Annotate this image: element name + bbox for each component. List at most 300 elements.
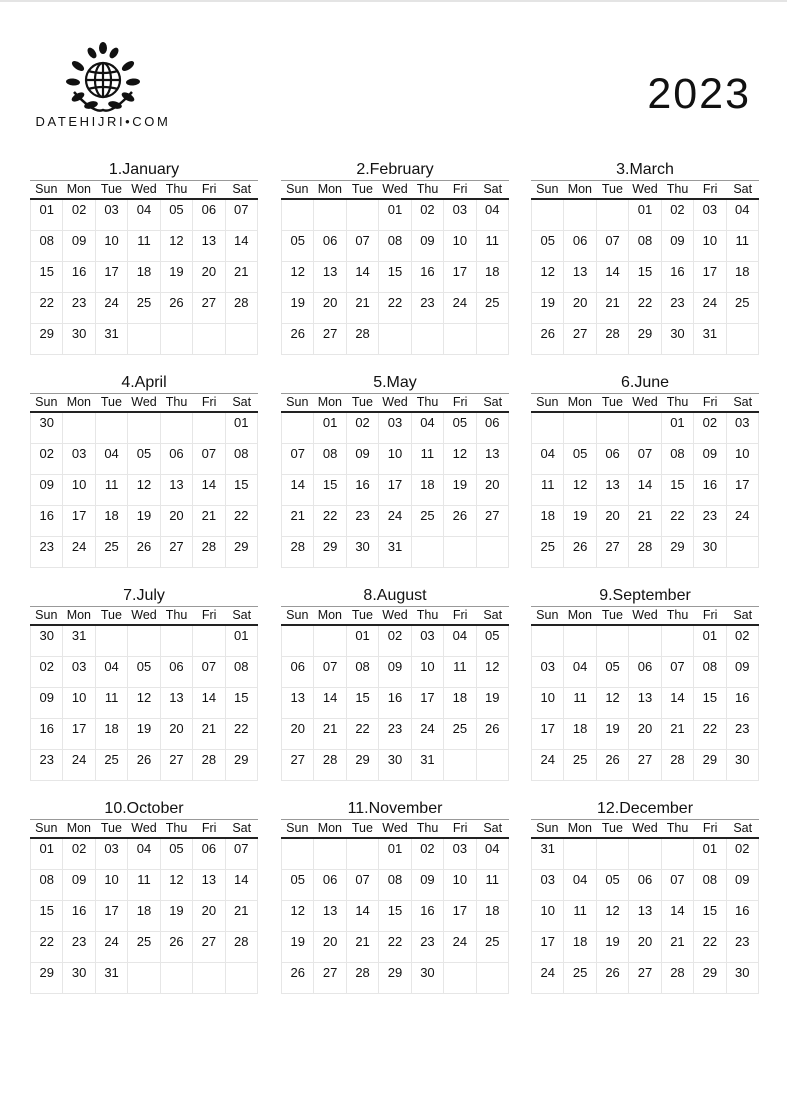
day-cell: 03 bbox=[444, 200, 476, 231]
day-cell: 14 bbox=[193, 688, 225, 719]
day-cell: 12 bbox=[444, 444, 476, 475]
day-cell: 25 bbox=[564, 963, 596, 994]
day-cell: 01 bbox=[347, 626, 379, 657]
day-cell: 02 bbox=[347, 413, 379, 444]
day-cell: 23 bbox=[31, 537, 63, 568]
day-cell: 03 bbox=[63, 657, 95, 688]
day-cell: 27 bbox=[193, 293, 225, 324]
day-cell: 11 bbox=[564, 901, 596, 932]
day-cell: 05 bbox=[564, 444, 596, 475]
day-cell: 21 bbox=[662, 719, 694, 750]
day-cell bbox=[226, 324, 258, 355]
day-cell: 05 bbox=[161, 839, 193, 870]
day-cell: 23 bbox=[662, 293, 694, 324]
day-cell: 25 bbox=[727, 293, 759, 324]
day-cell: 25 bbox=[477, 932, 509, 963]
day-cell: 21 bbox=[662, 932, 694, 963]
weekday-label: Thu bbox=[666, 395, 689, 409]
day-cell: 10 bbox=[444, 870, 476, 901]
day-grid bbox=[531, 200, 759, 355]
day-cell: 31 bbox=[412, 750, 444, 781]
day-cell: 05 bbox=[161, 200, 193, 231]
day-cell: 14 bbox=[629, 475, 661, 506]
weekday-label: Sat bbox=[733, 182, 753, 196]
day-cell bbox=[444, 324, 476, 355]
day-cell: 02 bbox=[31, 657, 63, 688]
day-cell: 22 bbox=[629, 293, 661, 324]
weekday-label: Fri bbox=[452, 608, 468, 622]
day-cell: 14 bbox=[282, 475, 314, 506]
day-cell: 03 bbox=[412, 626, 444, 657]
day-cell: 20 bbox=[282, 719, 314, 750]
day-cell: 26 bbox=[128, 537, 160, 568]
weekday-label: Sat bbox=[483, 182, 503, 196]
weekday-label: Mon bbox=[317, 182, 343, 196]
day-grid bbox=[30, 413, 258, 568]
day-cell: 24 bbox=[379, 506, 411, 537]
day-cell: 22 bbox=[226, 506, 258, 537]
month-title: 1.January bbox=[108, 161, 180, 178]
day-cell: 12 bbox=[477, 657, 509, 688]
day-cell: 27 bbox=[629, 963, 661, 994]
day-cell: 30 bbox=[63, 324, 95, 355]
day-cell: 23 bbox=[727, 719, 759, 750]
day-cell: 30 bbox=[727, 963, 759, 994]
weekday-header bbox=[30, 606, 258, 626]
day-cell: 30 bbox=[63, 963, 95, 994]
day-cell: 03 bbox=[96, 839, 128, 870]
day-cell: 30 bbox=[662, 324, 694, 355]
day-cell: 05 bbox=[282, 231, 314, 262]
day-cell: 13 bbox=[314, 262, 346, 293]
day-cell: 13 bbox=[564, 262, 596, 293]
day-cell: 08 bbox=[694, 657, 726, 688]
day-cell: 13 bbox=[161, 475, 193, 506]
day-cell: 23 bbox=[31, 750, 63, 781]
day-cell: 02 bbox=[63, 839, 95, 870]
day-cell: 09 bbox=[412, 231, 444, 262]
weekday-label: Fri bbox=[201, 821, 217, 835]
weekday-label: Sun bbox=[286, 182, 309, 196]
weekday-header bbox=[531, 393, 759, 413]
weekday-label: Wed bbox=[382, 821, 408, 835]
day-cell: 22 bbox=[226, 719, 258, 750]
day-cell: 03 bbox=[532, 870, 564, 901]
day-cell: 11 bbox=[477, 870, 509, 901]
day-cell: 04 bbox=[128, 839, 160, 870]
day-cell: 01 bbox=[31, 200, 63, 231]
day-cell: 24 bbox=[96, 293, 128, 324]
weekday-label: Tue bbox=[351, 821, 373, 835]
month-calendar bbox=[30, 586, 258, 781]
day-cell: 07 bbox=[347, 870, 379, 901]
day-cell: 30 bbox=[379, 750, 411, 781]
day-cell: 04 bbox=[477, 839, 509, 870]
day-cell: 19 bbox=[128, 506, 160, 537]
day-cell: 15 bbox=[629, 262, 661, 293]
day-cell: 08 bbox=[31, 870, 63, 901]
day-cell: 03 bbox=[532, 657, 564, 688]
day-cell: 10 bbox=[379, 444, 411, 475]
day-cell: 02 bbox=[662, 200, 694, 231]
day-cell: 22 bbox=[31, 293, 63, 324]
day-cell: 04 bbox=[532, 444, 564, 475]
weekday-label: Tue bbox=[601, 608, 623, 622]
day-cell bbox=[727, 537, 759, 568]
day-cell bbox=[161, 626, 193, 657]
weekday-label: Thu bbox=[165, 821, 188, 835]
day-cell: 14 bbox=[662, 901, 694, 932]
day-cell: 27 bbox=[629, 750, 661, 781]
day-cell bbox=[629, 626, 661, 657]
day-cell: 12 bbox=[282, 262, 314, 293]
day-cell: 20 bbox=[597, 506, 629, 537]
day-cell: 01 bbox=[694, 839, 726, 870]
weekday-header bbox=[281, 606, 509, 626]
day-cell: 09 bbox=[347, 444, 379, 475]
day-cell: 15 bbox=[226, 475, 258, 506]
day-cell: 04 bbox=[412, 413, 444, 444]
day-cell: 16 bbox=[727, 901, 759, 932]
day-cell: 23 bbox=[412, 932, 444, 963]
month-title: 11.November bbox=[347, 800, 443, 817]
day-cell: 06 bbox=[564, 231, 596, 262]
weekday-label: Fri bbox=[201, 608, 217, 622]
day-cell bbox=[564, 839, 596, 870]
day-cell: 23 bbox=[379, 719, 411, 750]
day-cell: 18 bbox=[564, 719, 596, 750]
day-cell: 28 bbox=[314, 750, 346, 781]
day-cell: 08 bbox=[379, 231, 411, 262]
day-cell: 17 bbox=[412, 688, 444, 719]
day-cell: 31 bbox=[532, 839, 564, 870]
day-cell bbox=[444, 537, 476, 568]
weekday-label: Mon bbox=[317, 608, 343, 622]
day-cell: 09 bbox=[662, 231, 694, 262]
month-title: 5.May bbox=[373, 374, 417, 391]
day-cell: 28 bbox=[597, 324, 629, 355]
day-cell: 07 bbox=[226, 839, 258, 870]
day-cell: 20 bbox=[629, 719, 661, 750]
day-cell: 08 bbox=[347, 657, 379, 688]
day-cell: 02 bbox=[727, 626, 759, 657]
day-cell: 19 bbox=[282, 932, 314, 963]
day-cell: 07 bbox=[347, 231, 379, 262]
day-cell: 18 bbox=[532, 506, 564, 537]
day-cell: 20 bbox=[314, 932, 346, 963]
day-cell: 23 bbox=[63, 932, 95, 963]
day-cell bbox=[564, 200, 596, 231]
day-cell: 19 bbox=[444, 475, 476, 506]
day-cell: 24 bbox=[63, 750, 95, 781]
day-cell: 07 bbox=[226, 200, 258, 231]
day-cell bbox=[597, 200, 629, 231]
day-cell: 23 bbox=[63, 293, 95, 324]
day-cell: 27 bbox=[314, 324, 346, 355]
weekday-label: Mon bbox=[567, 182, 593, 196]
day-cell: 30 bbox=[694, 537, 726, 568]
day-cell: 14 bbox=[347, 262, 379, 293]
weekday-label: Sun bbox=[35, 182, 58, 196]
day-cell: 24 bbox=[694, 293, 726, 324]
weekday-label: Wed bbox=[131, 608, 157, 622]
day-cell: 20 bbox=[161, 719, 193, 750]
day-cell: 28 bbox=[662, 750, 694, 781]
day-cell: 03 bbox=[444, 839, 476, 870]
day-cell bbox=[63, 413, 95, 444]
month-title: 9.September bbox=[599, 587, 691, 604]
day-cell: 18 bbox=[477, 262, 509, 293]
day-cell: 04 bbox=[564, 657, 596, 688]
day-cell: 14 bbox=[226, 870, 258, 901]
day-cell: 20 bbox=[477, 475, 509, 506]
day-cell: 09 bbox=[694, 444, 726, 475]
day-cell: 16 bbox=[347, 475, 379, 506]
month-calendar bbox=[531, 160, 759, 355]
day-cell: 05 bbox=[128, 444, 160, 475]
month-title: 8.August bbox=[363, 587, 427, 604]
day-cell: 21 bbox=[347, 293, 379, 324]
day-cell: 06 bbox=[193, 839, 225, 870]
day-cell: 30 bbox=[727, 750, 759, 781]
day-cell: 28 bbox=[629, 537, 661, 568]
day-cell: 17 bbox=[727, 475, 759, 506]
day-cell: 21 bbox=[226, 901, 258, 932]
day-grid bbox=[281, 626, 509, 781]
weekday-label: Sat bbox=[733, 608, 753, 622]
day-cell: 17 bbox=[694, 262, 726, 293]
day-cell: 14 bbox=[347, 901, 379, 932]
day-cell: 27 bbox=[282, 750, 314, 781]
day-cell: 22 bbox=[347, 719, 379, 750]
weekday-label: Thu bbox=[416, 821, 439, 835]
day-cell: 26 bbox=[128, 750, 160, 781]
day-cell: 26 bbox=[564, 537, 596, 568]
day-cell: 20 bbox=[629, 932, 661, 963]
weekday-header bbox=[30, 393, 258, 413]
day-cell: 26 bbox=[477, 719, 509, 750]
day-cell: 01 bbox=[694, 626, 726, 657]
day-cell: 22 bbox=[662, 506, 694, 537]
day-cell: 22 bbox=[694, 719, 726, 750]
day-cell: 06 bbox=[282, 657, 314, 688]
day-cell: 05 bbox=[597, 870, 629, 901]
weekday-label: Tue bbox=[601, 821, 623, 835]
day-cell: 10 bbox=[532, 901, 564, 932]
day-cell: 05 bbox=[282, 870, 314, 901]
day-cell: 10 bbox=[96, 870, 128, 901]
weekday-label: Mon bbox=[567, 395, 593, 409]
day-cell: 01 bbox=[662, 413, 694, 444]
day-cell bbox=[282, 413, 314, 444]
weekday-label: Sat bbox=[232, 608, 252, 622]
day-cell bbox=[629, 839, 661, 870]
weekday-label: Fri bbox=[702, 821, 718, 835]
day-cell: 03 bbox=[96, 200, 128, 231]
month-calendar bbox=[30, 799, 258, 994]
day-cell: 03 bbox=[63, 444, 95, 475]
weekday-label: Sat bbox=[232, 182, 252, 196]
day-cell: 19 bbox=[161, 262, 193, 293]
day-cell: 16 bbox=[412, 262, 444, 293]
day-cell: 31 bbox=[694, 324, 726, 355]
globe-wreath-icon bbox=[64, 42, 142, 114]
day-cell: 09 bbox=[63, 870, 95, 901]
day-cell: 15 bbox=[31, 262, 63, 293]
day-cell bbox=[193, 963, 225, 994]
weekday-label: Sat bbox=[483, 395, 503, 409]
day-cell bbox=[412, 537, 444, 568]
day-cell: 05 bbox=[128, 657, 160, 688]
day-cell: 09 bbox=[379, 657, 411, 688]
day-cell: 12 bbox=[597, 688, 629, 719]
day-cell: 11 bbox=[532, 475, 564, 506]
day-cell: 05 bbox=[532, 231, 564, 262]
day-cell: 21 bbox=[226, 262, 258, 293]
weekday-label: Wed bbox=[382, 182, 408, 196]
day-cell: 31 bbox=[379, 537, 411, 568]
weekday-label: Tue bbox=[100, 608, 122, 622]
day-cell: 29 bbox=[347, 750, 379, 781]
month-calendar bbox=[531, 373, 759, 568]
day-cell: 13 bbox=[161, 688, 193, 719]
weekday-label: Sat bbox=[483, 608, 503, 622]
day-cell: 09 bbox=[727, 657, 759, 688]
day-cell: 19 bbox=[564, 506, 596, 537]
day-cell: 13 bbox=[314, 901, 346, 932]
day-cell: 22 bbox=[379, 932, 411, 963]
day-cell: 25 bbox=[564, 750, 596, 781]
day-cell: 07 bbox=[597, 231, 629, 262]
day-cell: 30 bbox=[347, 537, 379, 568]
day-cell: 11 bbox=[128, 231, 160, 262]
day-cell: 26 bbox=[161, 932, 193, 963]
month-calendar bbox=[531, 799, 759, 994]
day-cell: 02 bbox=[727, 839, 759, 870]
day-cell: 13 bbox=[629, 688, 661, 719]
month-calendar bbox=[531, 586, 759, 781]
weekday-label: Thu bbox=[416, 182, 439, 196]
day-cell bbox=[282, 626, 314, 657]
day-cell: 24 bbox=[444, 932, 476, 963]
month-title: 3.March bbox=[616, 161, 674, 178]
day-cell: 21 bbox=[282, 506, 314, 537]
day-cell: 17 bbox=[532, 719, 564, 750]
day-cell bbox=[161, 963, 193, 994]
day-cell: 06 bbox=[597, 444, 629, 475]
day-cell: 09 bbox=[31, 475, 63, 506]
day-cell bbox=[314, 200, 346, 231]
day-cell: 11 bbox=[128, 870, 160, 901]
weekday-label: Fri bbox=[201, 182, 217, 196]
day-cell: 07 bbox=[662, 657, 694, 688]
day-cell: 13 bbox=[193, 231, 225, 262]
day-cell: 24 bbox=[63, 537, 95, 568]
weekday-header bbox=[281, 819, 509, 839]
day-cell bbox=[347, 200, 379, 231]
day-cell: 20 bbox=[161, 506, 193, 537]
day-cell: 03 bbox=[694, 200, 726, 231]
weekday-label: Wed bbox=[131, 821, 157, 835]
day-cell: 29 bbox=[379, 963, 411, 994]
month-calendar bbox=[30, 160, 258, 355]
day-cell: 21 bbox=[597, 293, 629, 324]
day-cell: 16 bbox=[31, 506, 63, 537]
day-cell: 17 bbox=[63, 506, 95, 537]
day-cell: 08 bbox=[694, 870, 726, 901]
day-cell: 26 bbox=[282, 324, 314, 355]
weekday-label: Mon bbox=[567, 821, 593, 835]
day-cell: 11 bbox=[727, 231, 759, 262]
weekday-label: Wed bbox=[632, 395, 658, 409]
day-cell: 15 bbox=[347, 688, 379, 719]
month-title: 7.July bbox=[123, 587, 165, 604]
day-cell: 10 bbox=[444, 231, 476, 262]
day-cell: 21 bbox=[629, 506, 661, 537]
day-cell: 13 bbox=[477, 444, 509, 475]
weekday-label: Mon bbox=[567, 608, 593, 622]
day-cell: 12 bbox=[128, 475, 160, 506]
day-cell: 28 bbox=[226, 293, 258, 324]
day-cell: 28 bbox=[226, 932, 258, 963]
day-cell: 31 bbox=[63, 626, 95, 657]
day-cell: 13 bbox=[629, 901, 661, 932]
day-cell: 29 bbox=[694, 963, 726, 994]
day-cell: 16 bbox=[727, 688, 759, 719]
day-cell: 18 bbox=[412, 475, 444, 506]
day-cell: 31 bbox=[96, 324, 128, 355]
day-cell: 25 bbox=[128, 293, 160, 324]
day-cell bbox=[532, 200, 564, 231]
day-cell: 23 bbox=[412, 293, 444, 324]
day-cell: 07 bbox=[193, 444, 225, 475]
weekday-label: Fri bbox=[702, 395, 718, 409]
day-cell: 09 bbox=[727, 870, 759, 901]
day-cell: 25 bbox=[477, 293, 509, 324]
day-cell bbox=[347, 839, 379, 870]
day-cell: 17 bbox=[532, 932, 564, 963]
weekday-label: Sun bbox=[35, 821, 58, 835]
day-cell: 29 bbox=[226, 750, 258, 781]
day-cell: 26 bbox=[532, 324, 564, 355]
day-cell: 08 bbox=[629, 231, 661, 262]
day-cell bbox=[282, 839, 314, 870]
day-cell: 02 bbox=[412, 200, 444, 231]
day-cell: 17 bbox=[96, 901, 128, 932]
weekday-header bbox=[281, 180, 509, 200]
month-calendar bbox=[281, 160, 509, 355]
day-cell: 27 bbox=[193, 932, 225, 963]
day-cell: 19 bbox=[161, 901, 193, 932]
day-cell bbox=[226, 963, 258, 994]
weekday-label: Wed bbox=[632, 608, 658, 622]
day-cell: 07 bbox=[314, 657, 346, 688]
weekday-header bbox=[281, 393, 509, 413]
day-cell: 22 bbox=[694, 932, 726, 963]
day-cell: 16 bbox=[379, 688, 411, 719]
month-title: 10.October bbox=[104, 800, 184, 817]
weekday-label: Wed bbox=[131, 182, 157, 196]
day-cell: 14 bbox=[314, 688, 346, 719]
day-cell: 14 bbox=[226, 231, 258, 262]
day-cell: 05 bbox=[477, 626, 509, 657]
day-cell bbox=[193, 626, 225, 657]
day-cell: 06 bbox=[314, 870, 346, 901]
weekday-label: Tue bbox=[100, 182, 122, 196]
day-cell: 28 bbox=[193, 750, 225, 781]
day-cell: 30 bbox=[31, 413, 63, 444]
day-cell: 16 bbox=[662, 262, 694, 293]
